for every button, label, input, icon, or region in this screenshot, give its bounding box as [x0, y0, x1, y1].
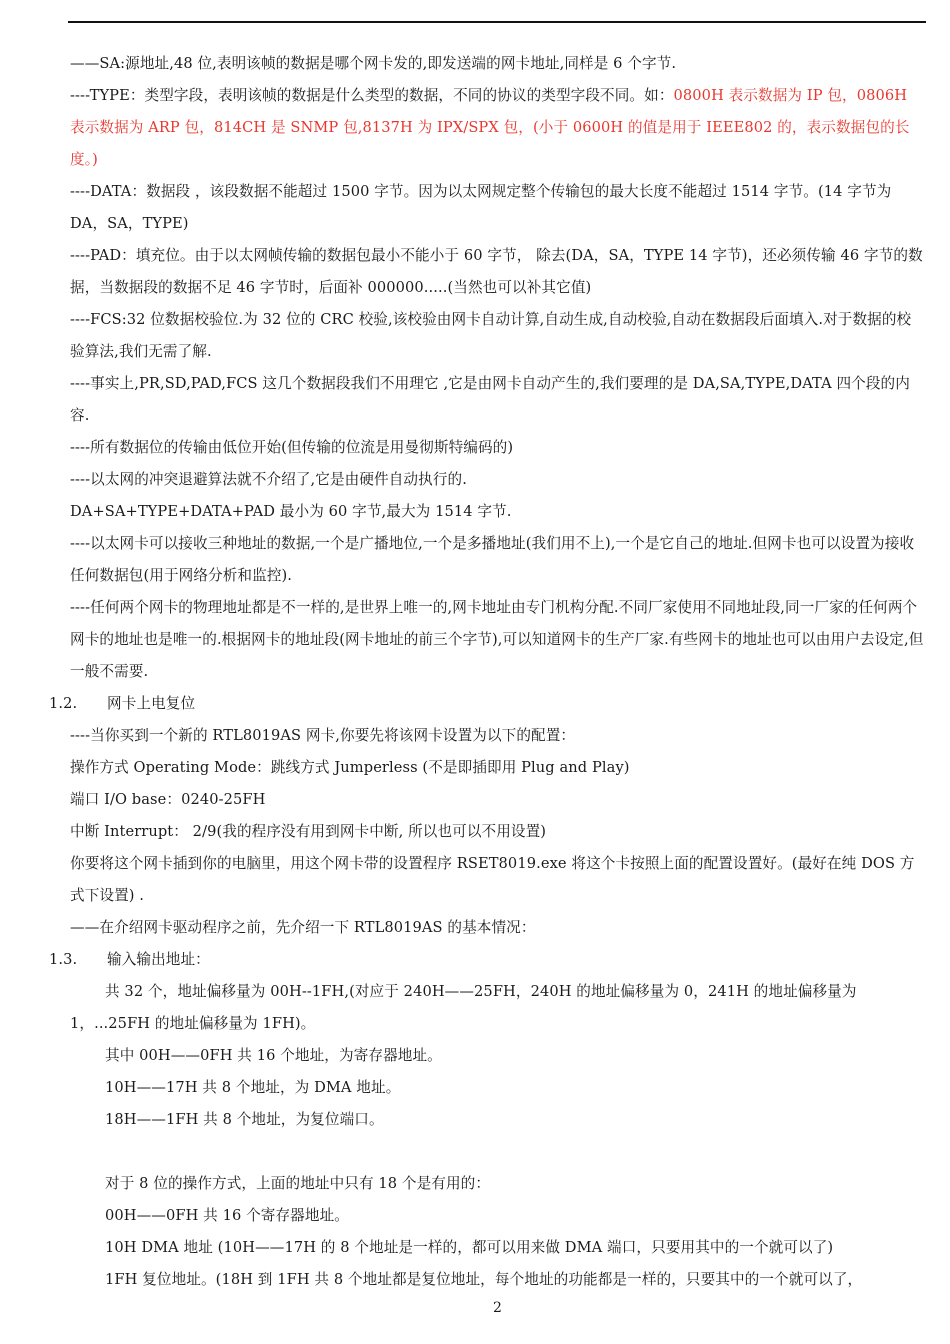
paragraph-line: 10H DMA 地址 (10H——17H 的 8 个地址是一样的，都可以用来做 DMA 端口，只要用其中的一个就可以了) [105, 1239, 834, 1256]
paragraph-sa: ——SA:源地址,48 位,表明该帧的数据是哪个网卡发的,即发送端的网卡地址,同样是 6 个字节. [70, 55, 677, 72]
type-text: ----TYPE：类型字段，表明该帧的数据是什么类型的数据，不同的协议的类型字段不同。如： [70, 87, 674, 104]
paragraph-line: 端口 I/O base：0240-25FH [70, 791, 266, 808]
paragraph-line: 1FH 复位地址。(18H 到 1FH 共 8 个地址都是复位地址，每个地址的功能都是一样的，只要其中的一个就可以了， [105, 1271, 863, 1288]
paragraph-address-types: ----以太网卡可以接收三种地址的数据,一个是广播地位,一个是多播地址(我们用不上),一个是它自己的地址.但网卡也可以设置为接收任何数据包(用于网络分析和监控). [70, 535, 915, 584]
paragraph-fcs: ----FCS:32 位数据校验位.为 32 位的 CRC 校验,该校验由网卡自动计算,自动生成,自动校验,自动在数据段后面填入.对于数据的校验算法,我们无需了解. [70, 311, 912, 360]
paragraph-line: ----当你买到一个新的 RTL8019AS 网卡,你要先将该网卡设置为以下的配置： [70, 727, 576, 744]
paragraph-line: 共 32 个，地址偏移量为 00H--1FH,(对应于 240H——25FH，240H 的地址偏移量为 0，241H 的地址偏移量为 1，...25FH 的地址偏移量为 1FH)。 [70, 983, 857, 1032]
paragraph-line: 对于 8 位的操作方式，上面的地址中只有 18 个是有用的： [105, 1175, 491, 1192]
header-rule [68, 21, 926, 23]
paragraph-fields: ----事实上,PR,SD,PAD,FCS 这几个数据段我们不用理它 ,它是由网卡自动产生的,我们要理的是 DA,SA,TYPE,DATA 四个段的内容. [70, 375, 910, 424]
paragraph-backoff: ----以太网的冲突退避算法就不介绍了,它是由硬件自动执行的. [70, 471, 467, 488]
paragraph-type [70, 80, 925, 176]
paragraph-line: ——在介绍网卡驱动程序之前，先介绍一下 RTL8019AS 的基本情况： [70, 919, 536, 936]
paragraph-line: 操作方式 Operating Mode：跳线方式 Jumperless (不是即插即用 Plug and Play) [70, 759, 630, 776]
paragraph-line: 中断 Interrupt： 2/9(我的程序没有用到网卡中断, 所以也可以不用设置) [70, 823, 547, 840]
paragraph-line: 你要将这个网卡插到你的电脑里，用这个网卡带的设置程序 RSET8019.exe 将这个卡按照上面的配置设置好。(最好在纯 DOS 方式下设置) . [70, 855, 915, 904]
paragraph-bit-order: ----所有数据位的传输由低位开始(但传输的位流是用曼彻斯特编码的) [70, 439, 514, 456]
paragraph-pad: ----PAD：填充位。由于以太网帧传输的数据包最小不能小于 60 字节， 除去(DA，SA，TYPE 14 字节)，还必须传输 46 字节的数据，当数据段的数据不足 46 字节时，后面补 000000.....(当然也可以补其它值) [70, 247, 923, 296]
paragraph-line: 00H——0FH 共 16 个寄存器地址。 [105, 1207, 349, 1224]
section-title: 网卡上电复位 [107, 695, 196, 712]
type-highlight: 0800H 表示数据为 IP 包，0806H 表示数据为 ARP 包，814CH 是 SNMP 包,8137H 为 IPX/SPX 包，(小于 0600H 的值是用于 IEEE802 的，表示数据包的长度。) [70, 87, 910, 168]
paragraph-line: 其中 00H——0FH 共 16 个地址，为寄存器地址。 [105, 1047, 442, 1064]
paragraph-min-max: DA+SA+TYPE+DATA+PAD 最小为 60 字节,最大为 1514 字节. [70, 503, 512, 520]
page-number: 2 [493, 1300, 502, 1316]
section-heading-1-3 [49, 944, 925, 976]
section-number: 1.2. [49, 695, 78, 712]
section-heading-1-2 [49, 688, 925, 720]
paragraph-line: 10H——17H 共 8 个地址，为 DMA 地址。 [105, 1079, 401, 1096]
paragraph-mac-unique: ----任何两个网卡的物理地址都是不一样的,是世界上唯一的,网卡地址由专门机构分配.不同厂家使用不同地址段,同一厂家的任何两个网卡的地址也是唯一的.根据网卡的地址段(网卡地址的前三个字节),可以知道网卡的生产厂家.有些网卡的地址也可以由用户去设定,但一般不需要. [70, 599, 924, 680]
paragraph-data: ----DATA：数据段 ，该段数据不能超过 1500 字节。因为以太网规定整个传输包的最大长度不能超过 1514 字节。(14 字节为 DA，SA，TYPE) [70, 183, 892, 232]
section-title: 输入输出地址： [107, 951, 210, 968]
section-number: 1.3. [49, 951, 78, 968]
paragraph-line: 18H——1FH 共 8 个地址，为复位端口。 [105, 1111, 384, 1128]
